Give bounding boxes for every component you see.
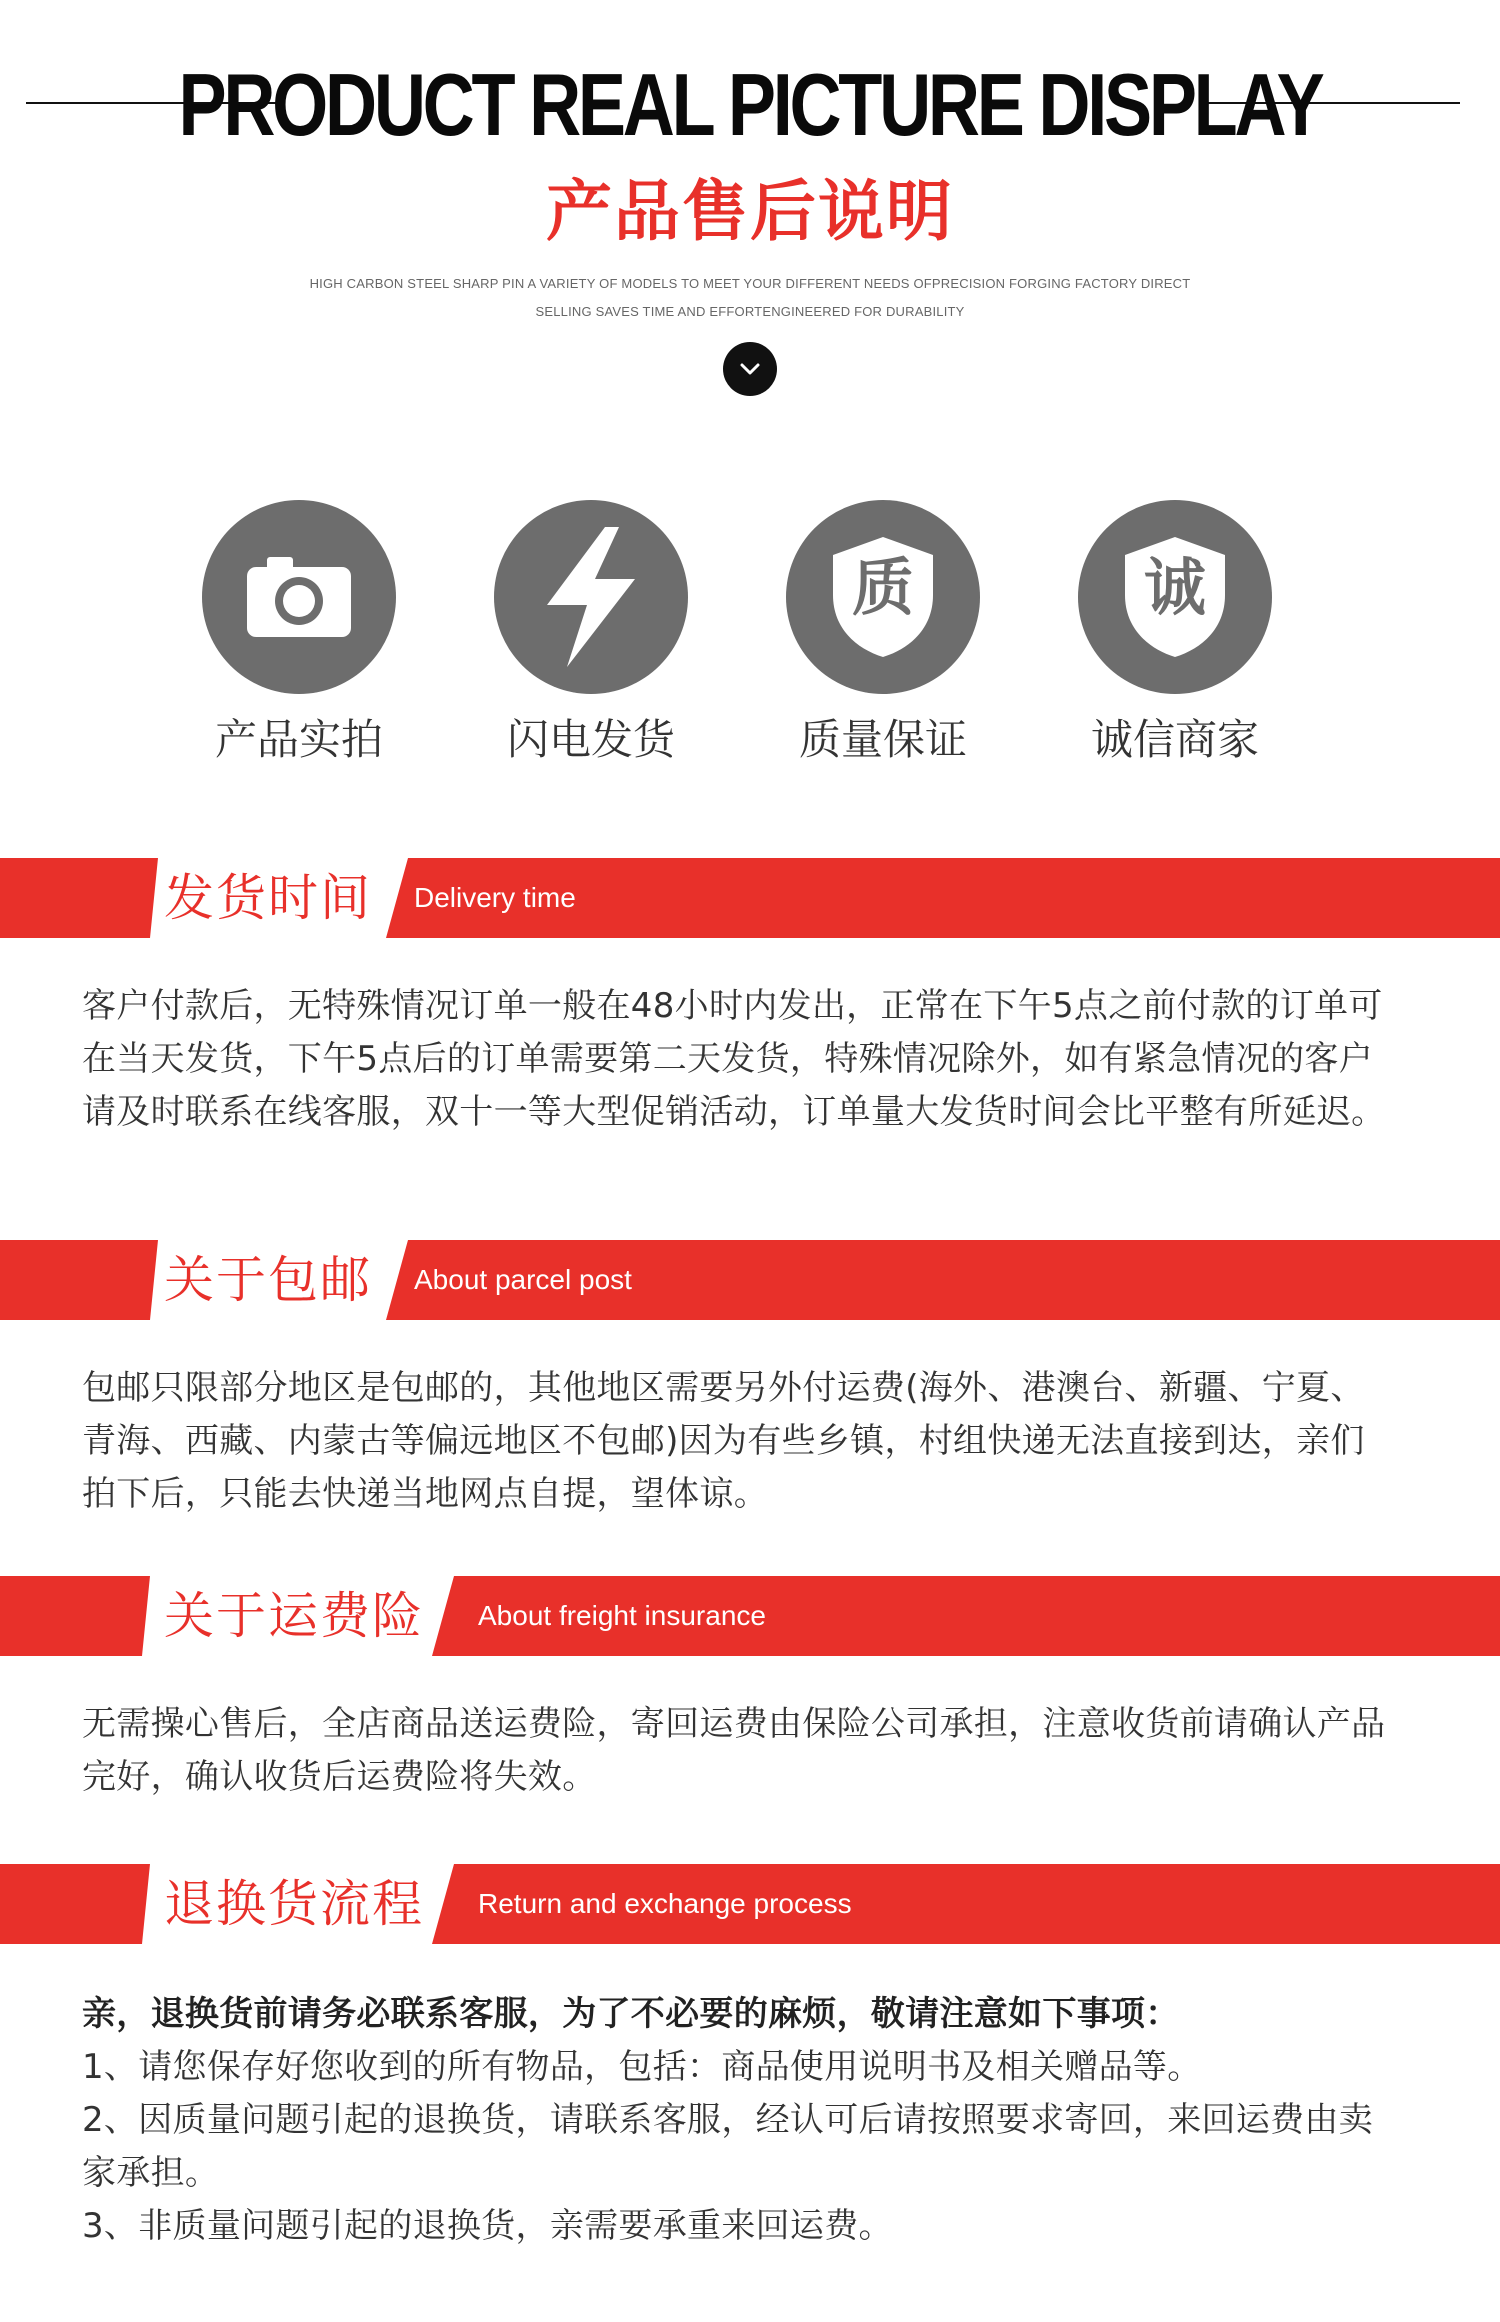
lightning-icon xyxy=(543,527,639,667)
feature-trusted-seller xyxy=(1075,500,1275,780)
section-banner-delivery xyxy=(0,858,1500,938)
feature-real-photo xyxy=(199,500,399,780)
section-title-en: Return and exchange process xyxy=(478,1888,852,1919)
feature-label: 质量保证 xyxy=(798,715,967,764)
chevron-down-icon xyxy=(738,361,762,377)
camera-icon xyxy=(245,555,353,639)
body-lead-line: 亲，退换货前请务必联系客服，为了不必要的麻烦，敬请注意如下事项： xyxy=(82,1994,1180,2034)
banner-bar-left xyxy=(0,1864,150,1944)
feature-fast-shipping xyxy=(491,500,691,780)
feature-label: 诚信商家 xyxy=(1090,715,1259,764)
section-title-en: Delivery time xyxy=(414,882,576,913)
section-banner-return-exchange xyxy=(0,1864,1500,1944)
body-line: 请及时联系在线客服，双十一等大型促销活动，订单量大发货时间会比平整有所延迟。 xyxy=(82,1092,1386,1132)
body-line: 在当天发货，下午5点后的订单需要第二天发货，特殊情况除外，如有紧急情况的客户 xyxy=(82,1039,1374,1079)
section-body-freight-insurance xyxy=(82,1698,1442,1804)
section-title-en: About parcel post xyxy=(414,1264,632,1295)
body-line: 家承担。 xyxy=(82,2153,220,2193)
section-banner-parcel-post xyxy=(0,1240,1500,1320)
feature-circle xyxy=(786,500,980,694)
scroll-down-button[interactable] xyxy=(723,342,777,396)
page-subtitle-cn: 产品售后说明 xyxy=(546,173,954,250)
shield-glyph: 诚 xyxy=(1143,551,1206,624)
feature-circle xyxy=(494,500,688,694)
section-title-cn: 关于包邮 xyxy=(164,1251,372,1309)
feature-circle xyxy=(202,500,396,694)
feature-label: 闪电发货 xyxy=(506,715,675,764)
shield-glyph: 质 xyxy=(851,551,914,624)
body-line: 1、请您保存好您收到的所有物品，包括：商品使用说明书及相关赠品等。 xyxy=(82,2047,1202,2087)
shield-integrity-icon xyxy=(1117,533,1233,661)
banner-bar-left xyxy=(0,858,158,938)
section-body-delivery xyxy=(82,980,1442,1139)
section-title-cn: 发货时间 xyxy=(164,869,372,927)
feature-circle xyxy=(1078,500,1272,694)
section-banner-freight-insurance xyxy=(0,1576,1500,1656)
feature-quality-guarantee xyxy=(783,500,983,780)
body-line: 青海、西藏、内蒙古等偏远地区不包邮)因为有些乡镇，村组快递无法直接到达，亲们 xyxy=(82,1421,1365,1461)
body-line: 拍下后，只能去快递当地网点自提，望体谅。 xyxy=(82,1474,768,1514)
body-line: 无需操心售后，全店商品送运费险，寄回运费由保险公司承担，注意收货前请确认产品 xyxy=(82,1704,1386,1744)
body-line: 客户付款后，无特殊情况订单一般在48小时内发出，正常在下午5点之前付款的订单可 xyxy=(82,986,1383,1026)
banner-bar-left xyxy=(0,1576,150,1656)
body-line: 3、非质量问题引起的退换货，亲需要承重来回运费。 xyxy=(82,2206,893,2246)
body-line: 包邮只限部分地区是包邮的，其他地区需要另外付运费(海外、港澳台、新疆、宁夏、 xyxy=(82,1368,1365,1408)
section-body-return-exchange xyxy=(82,1988,1442,2253)
section-title-cn: 退换货流程 xyxy=(164,1875,424,1933)
body-line: 2、因质量问题引起的退换货，请联系客服，经认可后请按照要求寄回，来回运费由卖 xyxy=(82,2100,1374,2140)
page-title: PRODUCT REAL PICTURE DISPLAY xyxy=(178,55,1322,154)
section-body-parcel-post xyxy=(82,1362,1442,1521)
shield-quality-icon xyxy=(825,533,941,661)
tagline-line-2: SELLING SAVES TIME AND EFFORTENGINEERED FOR DURABILITY xyxy=(535,304,965,319)
feature-label: 产品实拍 xyxy=(214,715,383,764)
tagline-line-1: HIGH CARBON STEEL SHARP PIN A VARIETY OF MODELS TO MEET YOUR DIFFERENT NEEDS OFPRECISION FORGING FACTORY DIRECT xyxy=(309,276,1191,291)
section-title-en: About freight insurance xyxy=(478,1600,766,1631)
section-title-cn: 关于运费险 xyxy=(164,1587,424,1645)
body-line: 完好，确认收货后运费险将失效。 xyxy=(82,1757,597,1797)
banner-bar-left xyxy=(0,1240,158,1320)
